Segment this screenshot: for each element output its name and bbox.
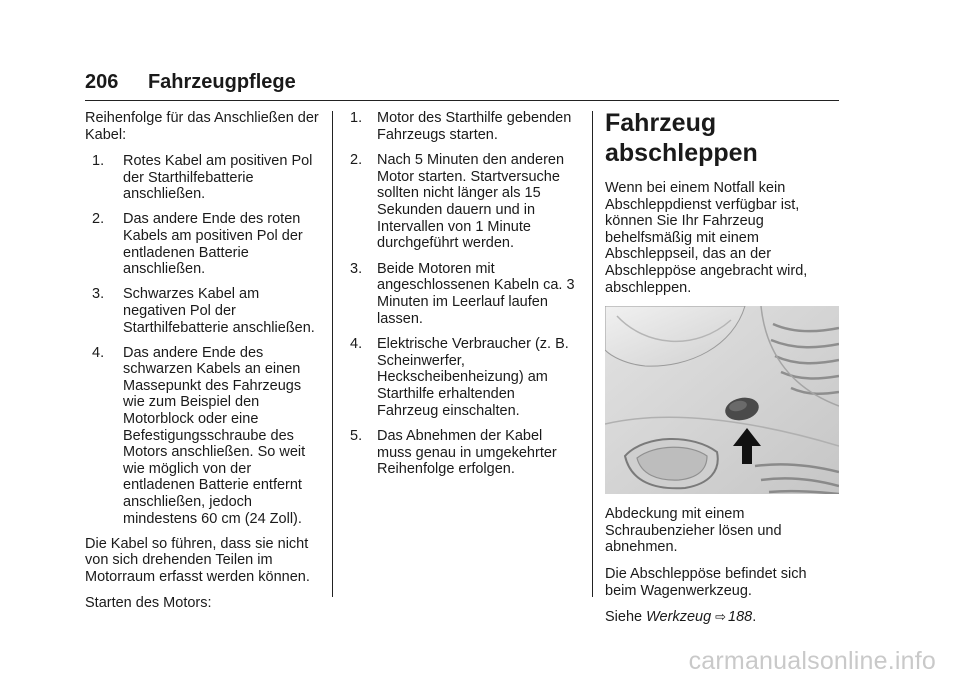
page-header: [85, 71, 296, 94]
cable-routing-paragraph: Die Kabel so führen, dass sie nicht von sich drehenden Teilen im Motorraum erfasst werden können.: [85, 535, 310, 585]
figure-caption: Abdeckung mit einem Schraubenzieher lösen und abnehmen.: [605, 506, 782, 556]
list-item: [92, 286, 325, 336]
step-number: 3.: [92, 286, 105, 303]
start-steps: [350, 110, 578, 478]
section-title: Fahrzeugpflege: [147, 71, 296, 93]
step-number: 1.: [350, 110, 363, 126]
step-text: Beide Motoren mit angeschlossenen Kabeln ca. 3 Minuten im Leerlauf laufen lassen.: [377, 260, 575, 327]
step-text: Das Abnehmen der Kabel muss genau in umgekehrter Reihenfolge erfolgen.: [377, 428, 557, 478]
tow-eye-location: Die Abschleppöse befindet sich beim Wagenwerkzeug.: [605, 565, 807, 599]
header-rule: [85, 100, 839, 101]
list-item: [92, 345, 325, 528]
bumper-illustration: [605, 306, 839, 494]
step-text: Elektrische Verbraucher (z. B. Scheinwerfer, Heckscheibenheizung) am Starthilfe erhaltenden Fahrzeug einschalten.: [377, 336, 569, 419]
step-number: 2.: [350, 152, 363, 169]
step-text: Schwarzes Kabel am negativen Pol der Starthilfebatterie anschließen.: [123, 286, 315, 336]
column-divider-2: [592, 111, 593, 597]
step-text: Das andere Ende des schwarzen Kabels an einen Massepunkt des Fahrzeugs wie zum Beispiel den Motorblock oder eine Befestigungsschraube des Motors anschließen. So weit wie möglich von der entladenen Batterie entfernt anschließen, jedoch mindestens 60 cm (24 Zoll).: [123, 344, 306, 527]
step-number: 1.: [92, 153, 105, 170]
list-item: [350, 428, 578, 478]
column-divider-1: [332, 111, 333, 597]
step-text: Motor des Starthilfe gebenden Fahrzeugs starten.: [377, 110, 572, 143]
list-item: [92, 211, 325, 277]
section-heading: Fahrzeug abschleppen: [605, 109, 758, 167]
list-item: [350, 261, 578, 327]
reference-title: Werkzeug: [646, 609, 712, 626]
list-item: [350, 110, 578, 143]
see-prefix: Siehe: [605, 609, 643, 626]
reference-link[interactable]: [646, 609, 752, 625]
see-reference: [605, 609, 841, 626]
step-number: 3.: [350, 260, 363, 277]
towing-intro: Wenn bei einem Notfall kein Abschleppdienst verfügbar ist, können Sie Ihr Fahrzeug behelfsmäßig mit einem Abschleppseil, das an der Abschleppöse angebracht wird, abschleppen.: [605, 180, 808, 296]
reference-page: 188: [728, 609, 753, 626]
intro-paragraph: Reihenfolge für das Anschließen der Kabel:: [85, 110, 319, 143]
watermark: carmanualsonline.info: [688, 647, 936, 675]
column-middle: [350, 110, 578, 487]
step-text: Nach 5 Minuten den anderen Motor starten. Startversuche sollten nicht länger als 15 Sekunden dauern und in Intervallen von 1 Minute durchgeführt werden.: [377, 152, 565, 252]
page-number: 206: [85, 71, 119, 93]
see-suffix: .: [752, 609, 757, 626]
step-number: 4.: [350, 336, 363, 353]
column-left: [85, 110, 325, 622]
bumper-image: [605, 306, 839, 494]
connection-steps: [92, 153, 325, 527]
step-text: Rotes Kabel am positiven Pol der Starthilfebatterie anschließen.: [123, 153, 313, 203]
column-right: [605, 108, 841, 636]
start-engine-paragraph: Starten des Motors:: [85, 595, 212, 612]
list-item: [350, 336, 578, 419]
step-text: Das andere Ende des roten Kabels am positiven Pol der entladenen Batterie anschließen.: [123, 211, 303, 278]
step-number: 5.: [350, 428, 363, 445]
page-reference-icon: ⇨: [715, 609, 727, 625]
list-item: [92, 153, 325, 203]
list-item: [350, 152, 578, 252]
step-number: 2.: [92, 211, 105, 228]
step-number: 4.: [92, 344, 105, 361]
